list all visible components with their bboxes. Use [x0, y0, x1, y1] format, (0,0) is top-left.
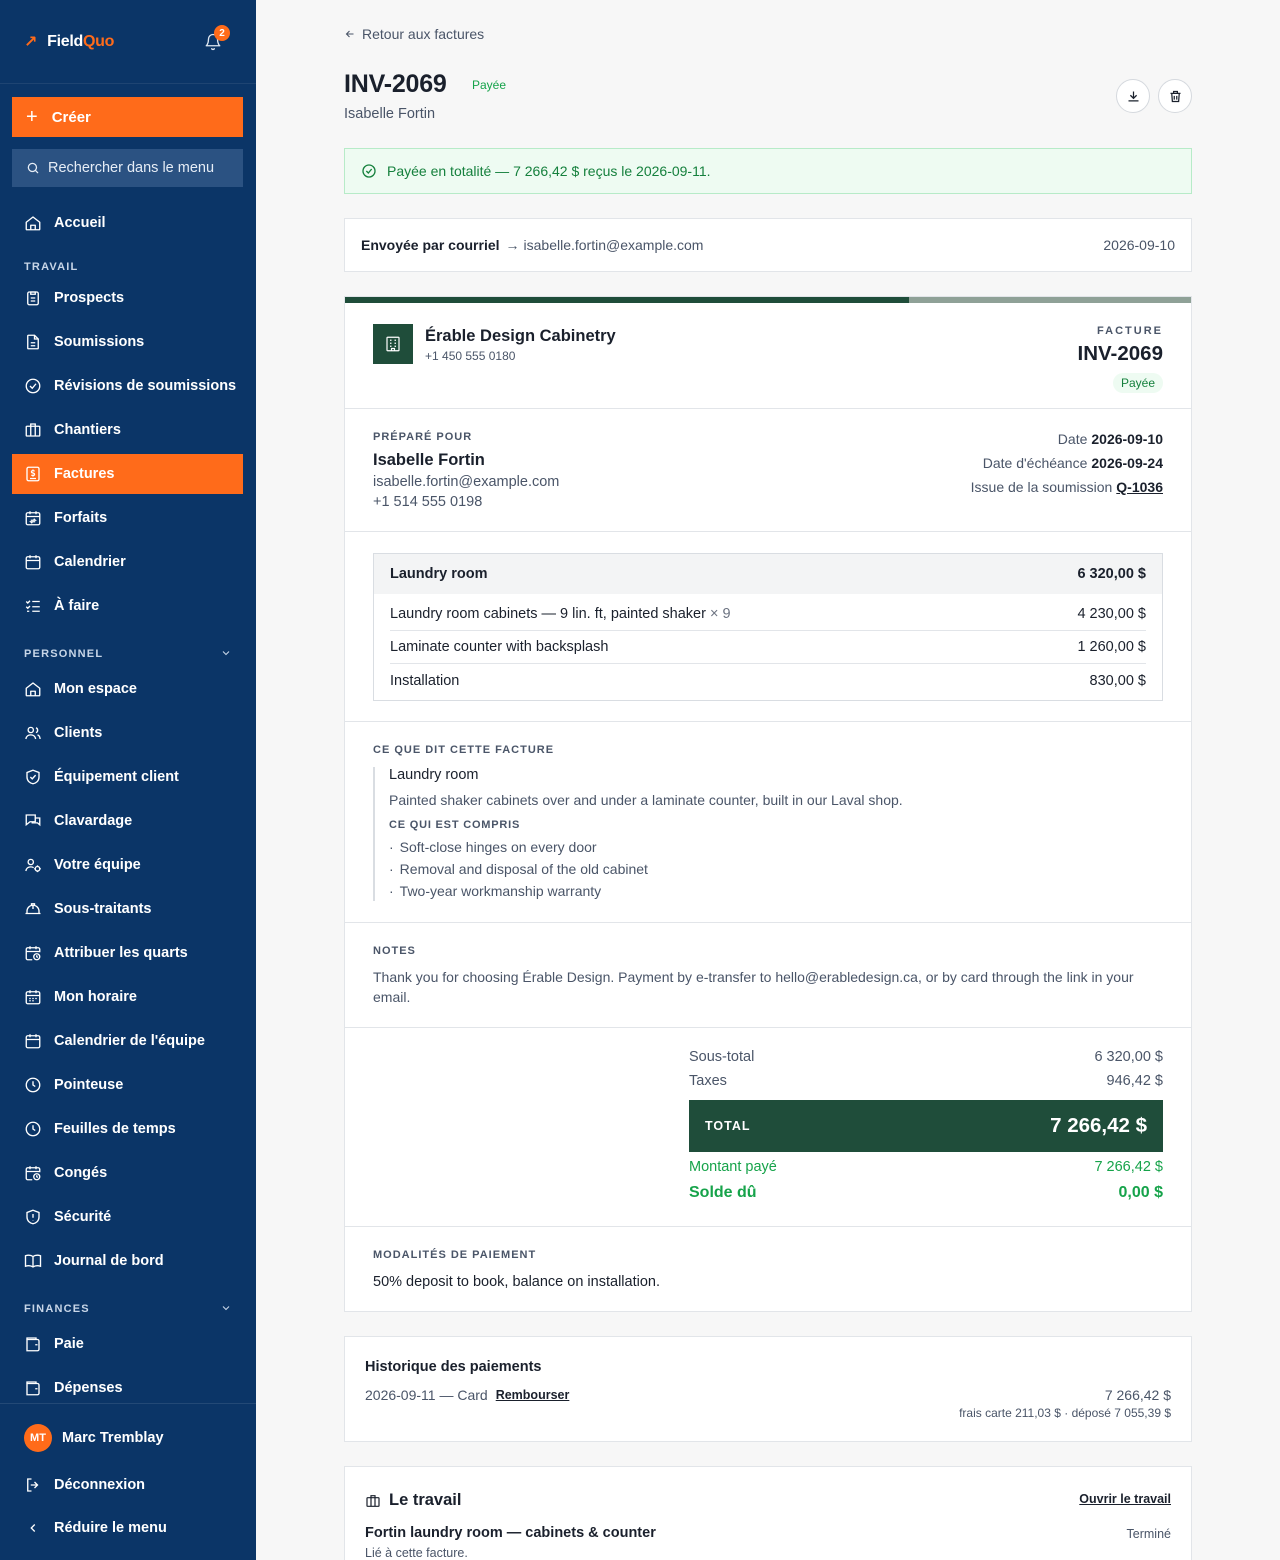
main-content — [256, 0, 1280, 1560]
item-amount: 830,00 $ — [1089, 672, 1146, 689]
total-value: 7 266,42 $ — [1050, 1114, 1147, 1137]
sidebar-item-chat[interactable] — [12, 801, 243, 841]
dollar-doc-icon — [24, 465, 42, 483]
team-icon — [24, 856, 42, 874]
source-quote-label: Issue de la soumission — [970, 479, 1113, 495]
chevron-down-icon — [220, 647, 232, 659]
sidebar-item-label: Mon horaire — [54, 989, 137, 1005]
sidebar-item-label: Paie — [54, 1336, 84, 1352]
amount-paid-row — [689, 1159, 1163, 1175]
sidebar-item-label: Sous-traitants — [54, 901, 152, 917]
balance-due-value: 0,00 $ — [1118, 1184, 1163, 1201]
due-date-value: 2026-09-24 — [1091, 455, 1163, 471]
table-row — [390, 664, 1146, 697]
prepared-for-label: PRÉPARÉ POUR — [373, 431, 473, 443]
sidebar-item-label: Attribuer les quarts — [54, 945, 188, 961]
user-profile[interactable] — [24, 1424, 164, 1452]
sidebar-item-invoices[interactable] — [12, 454, 243, 494]
user-name: Marc Tremblay — [62, 1430, 164, 1446]
group-total: 6 320,00 $ — [1077, 566, 1146, 582]
sidebar-item-timesheets[interactable] — [12, 1109, 243, 1149]
shield-alert-icon — [24, 1208, 42, 1226]
subtotal-row — [689, 1049, 1163, 1065]
prepared-for-phone: +1 514 555 0198 — [373, 494, 483, 510]
sidebar-item-label: À faire — [54, 598, 100, 614]
collapse-label: Réduire le menu — [54, 1520, 167, 1536]
included-item-text: Two-year workmanship warranty — [399, 883, 602, 899]
sidebar-item-label: Accueil — [54, 215, 106, 231]
users-icon — [24, 724, 42, 742]
sidebar-item-my-schedule[interactable] — [12, 977, 243, 1017]
sidebar-item-time-clock[interactable] — [12, 1065, 243, 1105]
plus-icon: + — [26, 106, 38, 128]
home-icon — [24, 680, 42, 698]
create-label: Créer — [51, 108, 91, 126]
sidebar-item-quotes[interactable] — [12, 322, 243, 362]
sidebar-item-quote-revisions[interactable] — [12, 366, 243, 406]
item-amount: 1 260,00 $ — [1077, 639, 1146, 655]
checklist-icon — [24, 597, 42, 615]
logo-arrow-icon: ↗ — [24, 33, 38, 51]
document-progress-bar — [345, 297, 1191, 303]
check-circle-icon — [24, 377, 42, 395]
paid-banner-text: Payée en totalité — 7 266,42 $ reçus le 2026-09-11. — [387, 163, 711, 179]
sidebar-item-label: Dépenses — [54, 1380, 123, 1396]
sidebar-item-label: Congés — [54, 1165, 108, 1181]
logout-label: Déconnexion — [54, 1477, 146, 1493]
sidebar-item-label: Pointeuse — [54, 1077, 124, 1093]
invoice-date-value: 2026-09-10 — [1091, 431, 1163, 447]
page-title: INV-2069 — [344, 70, 447, 98]
app-logo[interactable] — [24, 32, 114, 52]
payment-fees: frais carte 211,03 $ · déposé 7 055,39 $ — [959, 1406, 1171, 1420]
sent-date: 2026-09-10 — [1103, 237, 1175, 253]
linked-work-heading — [365, 1491, 461, 1510]
prepared-for-email: isabelle.fortin@example.com — [373, 474, 560, 490]
section-finance-label: FINANCES — [24, 1303, 90, 1315]
menu-search-placeholder: Rechercher dans le menu — [48, 160, 215, 176]
group-name: Laundry room — [390, 566, 488, 582]
avatar: MT — [24, 1424, 52, 1452]
sidebar-item-my-space[interactable] — [12, 669, 243, 709]
sidebar-item-payroll[interactable] — [12, 1324, 243, 1364]
linked-work-title: Le travail — [389, 1491, 462, 1509]
sidebar-item-label: Mon espace — [54, 681, 137, 697]
hardhat-icon — [24, 900, 42, 918]
sidebar-item-time-off[interactable] — [12, 1153, 243, 1193]
back-to-invoices-link[interactable] — [344, 26, 484, 42]
subtotal-label: Sous-total — [689, 1049, 755, 1065]
sidebar-header — [0, 0, 256, 84]
trash-icon — [1168, 89, 1183, 104]
collapse-menu-button[interactable] — [24, 1520, 167, 1536]
linked-work-card — [344, 1466, 1192, 1560]
sidebar-item-packages[interactable] — [12, 498, 243, 538]
total-row — [689, 1100, 1163, 1152]
chevron-down-icon — [220, 1302, 232, 1314]
sidebar-item-label: Révisions de soumissions — [54, 378, 237, 394]
sidebar-item-expenses[interactable] — [12, 1368, 243, 1408]
calendar-grid-icon — [24, 988, 42, 1006]
list-item: · Soft-close hinges on every door — [389, 839, 597, 855]
sidebar-item-home[interactable] — [12, 203, 243, 243]
summary-description: Painted shaker cabinets over and under a laminate counter, built in our Laval shop. — [389, 792, 903, 808]
payment-entry — [365, 1387, 569, 1403]
section-personal-label: PERSONNEL — [24, 648, 104, 660]
calendar-clock-icon — [24, 1164, 42, 1182]
payment-terms-label: MODALITÉS DE PAIEMENT — [373, 1249, 537, 1261]
logout-button[interactable] — [24, 1476, 145, 1494]
menu-search-input[interactable] — [12, 149, 243, 187]
payment-history-card — [344, 1336, 1192, 1442]
source-quote-link[interactable]: Q-1036 — [1116, 479, 1163, 495]
sidebar-item-label: Prospects — [54, 290, 125, 306]
included-item-text: Soft-close hinges on every door — [399, 839, 597, 855]
table-row — [390, 598, 1146, 631]
document-progress-fill — [345, 297, 909, 303]
included-item-text: Removal and disposal of the old cabinet — [399, 861, 648, 877]
chat-icon — [24, 812, 42, 830]
shield-check-icon — [24, 768, 42, 786]
create-button[interactable] — [12, 97, 243, 137]
item-description: Laminate counter with backsplash — [390, 639, 609, 655]
item-quantity: × 9 — [709, 606, 731, 622]
notes-label: NOTES — [373, 945, 416, 957]
invoice-date — [1058, 431, 1163, 447]
sidebar-item-assign-shifts[interactable] — [12, 933, 243, 973]
payment-amount: 7 266,42 $ — [1104, 1387, 1171, 1403]
clipboard-icon — [24, 289, 42, 307]
sidebar-item-your-team[interactable] — [12, 845, 243, 885]
business-logo — [373, 324, 413, 364]
divider — [345, 1226, 1191, 1227]
included-label: CE QUI EST COMPRIS — [389, 819, 521, 831]
divider — [345, 721, 1191, 722]
sidebar-item-label: Soumissions — [54, 334, 145, 350]
sidebar-item-label: Calendrier — [54, 554, 126, 570]
summary-block — [373, 767, 1163, 901]
sidebar-item-label: Votre équipe — [54, 857, 141, 873]
calendar-repeat-icon — [24, 509, 42, 527]
calendar-icon — [24, 553, 42, 571]
sidebar-item-label: Journal de bord — [54, 1253, 164, 1269]
balance-due-label: Solde dû — [689, 1184, 757, 1201]
invoice-date-label: Date — [1057, 431, 1088, 447]
line-items-table — [373, 553, 1163, 701]
sidebar-item-logbook[interactable] — [12, 1241, 243, 1281]
chevron-left-icon — [24, 1521, 42, 1535]
building-icon — [384, 335, 402, 353]
client-name: Isabelle Fortin — [344, 106, 436, 122]
wallet-icon — [24, 1379, 42, 1397]
amount-paid-value: 7 266,42 $ — [1094, 1159, 1163, 1175]
business-name: Érable Design Cabinetry — [425, 327, 616, 345]
summary-section-label: CE QUE DIT CETTE FACTURE — [373, 744, 555, 756]
divider — [345, 922, 1191, 923]
balance-due-row — [689, 1184, 1163, 1202]
sidebar-item-client-equipment[interactable] — [12, 757, 243, 797]
refund-link[interactable]: Rembourser — [495, 1388, 570, 1402]
sidebar-item-label: Clavardage — [54, 813, 133, 829]
check-circle-icon — [361, 163, 377, 179]
invoice-due-date — [983, 455, 1163, 471]
logout-icon — [24, 1476, 42, 1494]
list-item: · Removal and disposal of the old cabinet — [389, 861, 648, 877]
clock-icon — [24, 1120, 42, 1138]
total-label: TOTAL — [705, 1119, 751, 1133]
download-icon — [1126, 89, 1141, 104]
divider — [345, 408, 1191, 409]
sidebar-item-clients[interactable] — [12, 713, 243, 753]
sidebar-item-label: Forfaits — [54, 510, 108, 526]
section-personal-heading[interactable] — [24, 648, 103, 660]
sent-status — [344, 218, 1192, 272]
item-description: Installation — [390, 672, 460, 689]
sidebar-item-label: Équipement client — [54, 769, 179, 785]
sidebar-item-label: Clients — [54, 725, 103, 741]
business-phone: +1 450 555 0180 — [425, 349, 516, 363]
taxes-label: Taxes — [689, 1073, 727, 1089]
home-icon — [24, 214, 42, 232]
divider — [345, 1027, 1191, 1028]
book-icon — [24, 1252, 42, 1270]
section-work-heading: TRAVAIL — [24, 261, 79, 273]
calendar-clock-icon — [24, 944, 42, 962]
work-job-name[interactable]: Fortin laundry room — cabinets & counter — [365, 1525, 656, 1541]
delete-button[interactable] — [1158, 79, 1192, 113]
document-number: INV-2069 — [1077, 342, 1163, 365]
subtotal-value: 6 320,00 $ — [1094, 1049, 1163, 1065]
taxes-value: 946,42 $ — [1106, 1073, 1163, 1089]
sidebar-footer — [0, 1403, 256, 1560]
logo-text-a: Field — [47, 32, 83, 50]
invoice-source-quote — [971, 479, 1163, 495]
notes-text: Thank you for choosing Érable Design. Payment by e-transfer to hello@erabledesign.ca, or by card through the link in your email. — [373, 969, 1134, 1005]
list-item: · Two-year workmanship warranty — [389, 883, 602, 899]
sidebar-item-label: Feuilles de temps — [54, 1121, 176, 1137]
search-icon — [26, 161, 40, 175]
sidebar-item-todo[interactable] — [12, 586, 243, 626]
briefcase-icon — [365, 1493, 381, 1509]
payment-terms-text: 50% deposit to book, balance on installation. — [373, 1274, 660, 1290]
sidebar-item-label: Factures — [54, 466, 115, 482]
sent-arrow: → — [505, 237, 520, 253]
sent-label: Envoyée par courriel — [361, 237, 500, 253]
summary-title: Laundry room — [389, 767, 479, 783]
paid-banner — [344, 148, 1192, 194]
sidebar-item-safety[interactable] — [12, 1197, 243, 1237]
sidebar-item-team-calendar[interactable] — [12, 1021, 243, 1061]
status-badge: Payée — [472, 78, 507, 92]
clock-icon — [24, 1076, 42, 1094]
divider — [345, 531, 1191, 532]
work-linked-note: Lié à cette facture. — [365, 1546, 468, 1560]
download-button[interactable] — [1116, 79, 1150, 113]
amount-paid-label: Montant payé — [689, 1159, 777, 1175]
sidebar-item-subcontractors[interactable] — [12, 889, 243, 929]
invoice-document — [344, 296, 1192, 1312]
wallet-icon — [24, 1335, 42, 1353]
logo-text-b: Quo — [82, 32, 115, 50]
table-row — [390, 631, 1146, 664]
calendar-icon — [24, 1032, 42, 1050]
payment-entry-text: 2026-09-11 — Card — [365, 1387, 488, 1403]
sidebar-item-label: Calendrier de l'équipe — [54, 1033, 205, 1049]
prepared-for-name: Isabelle Fortin — [373, 451, 485, 469]
arrow-left-icon — [344, 28, 356, 40]
sidebar-item-label: Chantiers — [54, 422, 121, 438]
sent-email: isabelle.fortin@example.com — [523, 237, 704, 253]
section-finance-heading[interactable] — [24, 1303, 90, 1315]
taxes-row — [689, 1073, 1163, 1089]
open-work-link[interactable]: Ouvrir le travail — [1079, 1492, 1171, 1506]
sidebar-item-label: Sécurité — [54, 1209, 112, 1225]
sidebar-item-prospects[interactable] — [12, 278, 243, 318]
payment-history-title: Historique des paiements — [365, 1359, 542, 1375]
document-icon — [24, 333, 42, 351]
sidebar-item-jobsites[interactable] — [12, 410, 243, 450]
document-type-label: FACTURE — [1097, 325, 1163, 337]
line-items-group-header — [374, 554, 1162, 594]
item-amount: 4 230,00 $ — [1077, 606, 1146, 622]
item-description: Laundry room cabinets — 9 lin. ft, painted shaker — [390, 606, 706, 622]
back-label: Retour aux factures — [362, 26, 485, 42]
briefcase-icon — [24, 421, 42, 439]
notification-badge: 2 — [214, 25, 230, 41]
sidebar-item-calendar[interactable] — [12, 542, 243, 582]
document-status-badge: Payée — [1113, 373, 1163, 393]
work-status: Terminé — [1126, 1527, 1171, 1541]
sidebar — [0, 0, 256, 1560]
due-date-label: Date d'échéance — [982, 455, 1088, 471]
